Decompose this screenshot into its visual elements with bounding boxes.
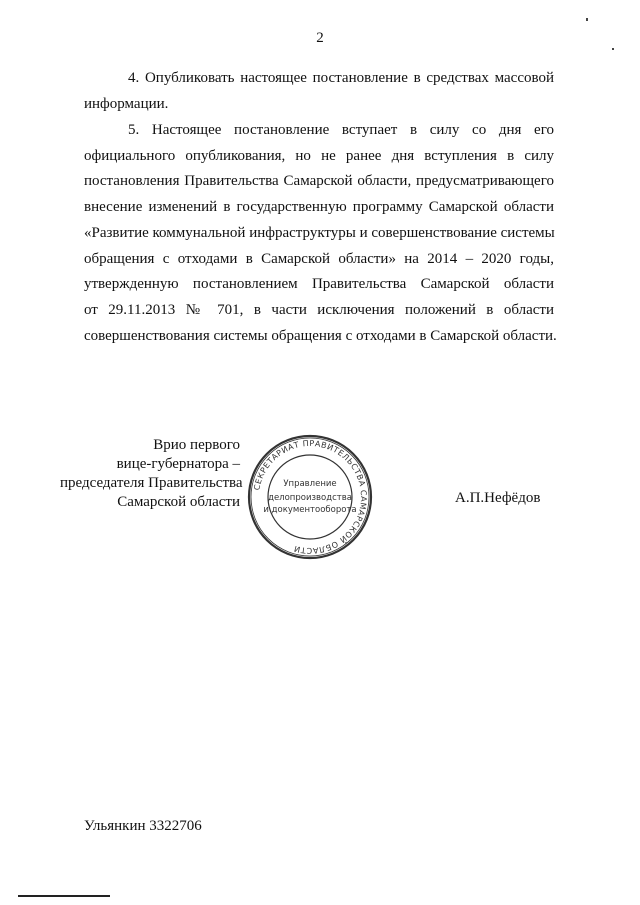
signature-title-line: вице-губернатора –	[116, 456, 240, 472]
paragraph-line: информации.	[84, 95, 169, 112]
stamp-center-line: и документооборота	[263, 505, 357, 515]
signatory-name: А.П.Нефёдов	[455, 490, 541, 506]
paragraph-line: постановления Правительства Самарской области, предусматривающего	[84, 173, 554, 190]
stamp-ring-text: СЕКРЕТАРИАТ ПРАВИТЕЛЬСТВА САМАРСКОЙ ОБЛАСТИ	[252, 438, 369, 556]
paragraph-4	[84, 66, 554, 117]
paragraph-line: утвержденную постановлением Правительства Самарской области	[84, 276, 554, 293]
paragraph-5	[84, 118, 557, 349]
stamp-center-line: Управление	[283, 479, 337, 489]
signature-title	[60, 436, 243, 512]
stamp-center-line: делопроизводства	[268, 493, 352, 503]
official-stamp	[245, 432, 375, 562]
paragraph-line: внесение изменений в государственную программу Самарской области	[84, 199, 554, 216]
paragraph-line: «Развитие коммунальной инфраструктуры и совершенствование системы	[84, 224, 555, 241]
scan-speck	[586, 18, 588, 21]
scan-speck	[612, 48, 614, 50]
bottom-rule	[18, 895, 110, 897]
paragraph-line: совершенствования системы обращения с отходами в Самарской области.	[84, 327, 557, 344]
paragraph-line: 4. Опубликовать настоящее постановление в средствах массовой	[128, 70, 554, 86]
paragraph-line: 5. Настоящее постановление вступает в силу со дня его	[128, 122, 554, 138]
signature-title-line: Врио первого	[153, 437, 240, 453]
signature-title-line: Самарской области	[117, 494, 240, 510]
paragraph-line: от 29.11.2013 № 701, в части исключения положений в области	[84, 301, 554, 318]
paragraph-line: обращения с отходами в Самарской области» на 2014 – 2020 годы,	[84, 250, 554, 267]
executor-info: Ульянкин 3322706	[84, 818, 202, 834]
paragraph-line: официального опубликования, но не ранее дня вступления в силу	[84, 147, 554, 164]
page-number: 2	[316, 30, 324, 46]
signature-title-line: председателя Правительства	[60, 475, 243, 491]
